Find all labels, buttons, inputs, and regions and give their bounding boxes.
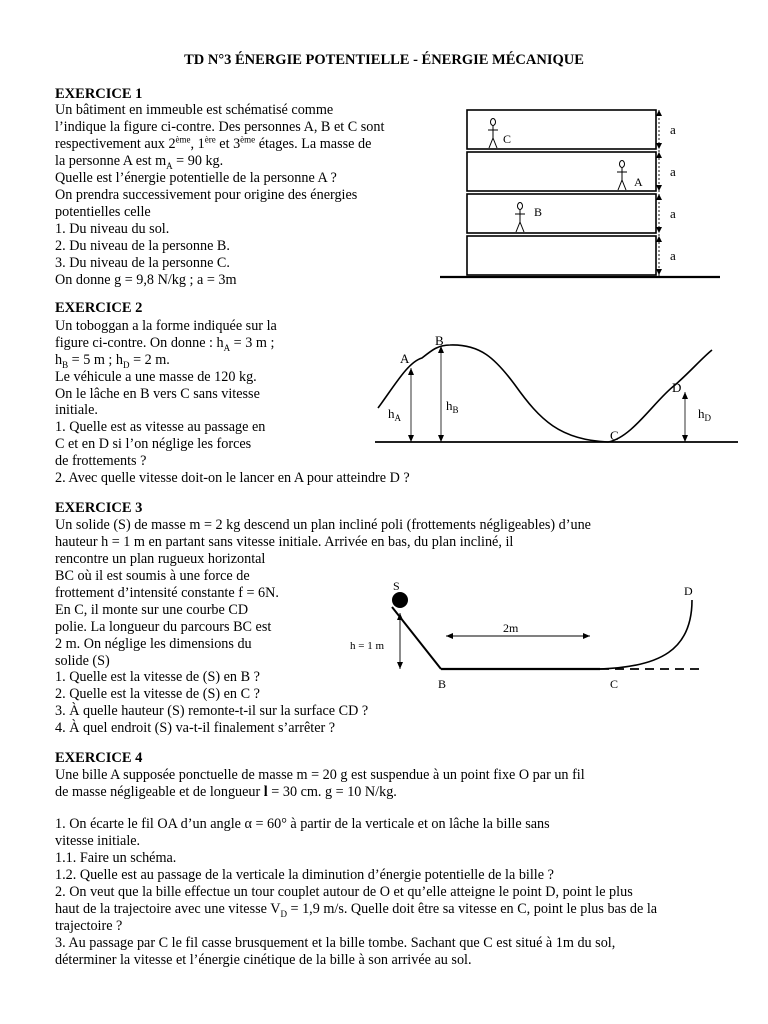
person-a-label: A xyxy=(634,175,643,189)
ex2-line: Le véhicule a une masse de 120 kg. xyxy=(55,369,257,385)
ex4-line: 1. On écarte le fil OA d’un angle α = 60° à partir de la verticale et on lâche la bille sans xyxy=(55,816,550,832)
person-c-icon xyxy=(488,119,498,149)
height-label: h = 1 m xyxy=(350,640,385,652)
ex3-line: En C, il monte sur une courbe CD xyxy=(55,602,249,618)
ex3-line: 3. À quelle hauteur (S) remonte-t-il sur la surface CD ? xyxy=(55,703,369,719)
height-a-label: $h_A$ xyxy=(388,406,401,423)
ex4-line: 1.1. Faire un schéma. xyxy=(55,850,177,866)
point-a-label: A xyxy=(400,351,410,366)
ex4-line: Une bille A supposée ponctuelle de masse m = 20 g est suspendue à un point fixe O par un fil xyxy=(55,767,585,783)
ex4-line: trajectoire ? xyxy=(55,918,123,934)
ex4-heading: EXERCICE 4 xyxy=(55,750,143,766)
point-c-label: C xyxy=(610,677,619,691)
ex2-line: $h_B = 5$ m ; $h_D = 2$ m. xyxy=(55,352,170,370)
dim-label-a: a xyxy=(670,248,676,263)
dim-label-a: a xyxy=(670,206,676,221)
ex2-line: initiale. xyxy=(55,402,98,418)
ex4-line: déterminer la vitesse et l’énergie cinétique de la bille à son arrivée au sol. xyxy=(55,952,472,968)
point-b-label: B xyxy=(438,677,447,691)
ex1-line: la personne A est $m_A = 90$ kg. xyxy=(55,153,224,171)
incline-figure xyxy=(340,575,720,690)
ex1-line: 2. Du niveau de la personne B. xyxy=(55,238,230,254)
ex2-line: C et en D si l’on néglige les forces xyxy=(55,436,252,452)
ex3-line: solide (S) xyxy=(55,653,110,669)
slide-figure xyxy=(370,330,745,455)
person-b-label: B xyxy=(534,205,543,219)
ex4-line: 3. Au passage par C le fil casse brusquement et la bille tombe. Sachant que C est situé à 1m du sol, xyxy=(55,935,616,951)
height-b-label: $h_B$ xyxy=(446,398,459,415)
ex2-line: 1. Quelle est as vitesse au passage en xyxy=(55,419,266,435)
ex1-line: potentielles celle xyxy=(55,204,151,220)
ex1-heading: EXERCICE 1 xyxy=(55,86,143,102)
building-figure xyxy=(430,100,730,290)
solid-s-label: S xyxy=(393,579,400,593)
ex4-line: 1.2. Quelle est au passage de la verticale la diminution d’énergie potentielle de la bille ? xyxy=(55,867,554,883)
solid-s-ball xyxy=(392,592,408,608)
ex4-line: 2. On veut que la bille effectue un tour couplet autour de O et qu’elle atteigne le point D, point le plus xyxy=(55,884,633,900)
ex1-line: Quelle est l’énergie potentielle de la personne A ? xyxy=(55,170,337,186)
slide-curve xyxy=(378,345,712,442)
ex2-line: figure ci-contre. On donne : $h_A = 3$ m ; xyxy=(55,335,275,353)
ex3-line: 2 m. On néglige les dimensions du xyxy=(55,636,252,652)
ex3-line: hauteur h = 1 m en partant sans vitesse initiale. Arrivée en bas, du plan incliné, il xyxy=(55,534,514,550)
ex3-line: frottement d’intensité constante f = 6N. xyxy=(55,585,279,601)
point-b-label: B xyxy=(435,333,444,348)
ex3-line: Un solide (S) de masse m = 2 kg descend un plan incliné poli (frottements négligeables) d’une xyxy=(55,517,591,533)
ex1-line: Un bâtiment en immeuble est schématisé comme xyxy=(55,102,334,118)
ex2-line: Un toboggan a la forme indiquée sur la xyxy=(55,318,277,334)
page-title: TD N°3 ÉNERGIE POTENTIELLE - ÉNERGIE MÉCANIQUE xyxy=(184,52,584,68)
person-b-icon xyxy=(515,203,525,233)
ex2-line: 2. Avec quelle vitesse doit-on le lancer en A pour atteindre D ? xyxy=(55,470,410,486)
ex2-line: On le lâche en B vers C sans vitesse xyxy=(55,386,260,402)
point-c-label: C xyxy=(610,428,619,443)
ex3-line: 1. Quelle est la vitesse de (S) en B ? xyxy=(55,669,260,685)
ex1-line: On donne g = 9,8 N/kg ; a = 3m xyxy=(55,272,237,288)
length-label: 2m xyxy=(503,621,519,635)
ex2-line: de frottements ? xyxy=(55,453,147,469)
ex4-line: de masse négligeable et de longueur l = 30 cm. g = 10 N/kg. xyxy=(55,784,397,800)
ex2-heading: EXERCICE 2 xyxy=(55,300,143,316)
ex1-line: 1. Du niveau du sol. xyxy=(55,221,170,237)
person-a-icon xyxy=(617,161,627,191)
ex3-heading: EXERCICE 3 xyxy=(55,500,143,516)
ex1-line: respectivement aux 2ème, 1ère et 3ème étages. La masse de xyxy=(55,134,372,152)
point-d-label: D xyxy=(672,380,682,395)
ex1-line: l’indique la figure ci-contre. Des personnes A, B et C sont xyxy=(55,119,385,135)
point-d-label: D xyxy=(684,584,693,598)
height-d-label: $h_D$ xyxy=(698,406,711,423)
ex3-line: 4. À quel endroit (S) va-t-il finalement s’arrêter ? xyxy=(55,720,336,736)
ex3-line: rencontre un plan rugueux horizontal xyxy=(55,551,266,567)
ex1-line: 3. Du niveau de la personne C. xyxy=(55,255,230,271)
person-c-label: C xyxy=(503,132,512,146)
ex3-line: BC où il est soumis à une force de xyxy=(55,568,250,584)
ex4-line: vitesse initiale. xyxy=(55,833,141,849)
ex4-line: haut de la trajectoire avec une vitesse $V_D = 1,9$ m/s. Quelle doit être sa vitesse en C, point le plus bas de la xyxy=(55,901,658,919)
ex3-line: polie. La longueur du parcours BC est xyxy=(55,619,272,635)
dim-label-a: a xyxy=(670,164,676,179)
ex1-line: On prendra successivement pour origine des énergies xyxy=(55,187,358,203)
dim-label-a: a xyxy=(670,122,676,137)
ex3-line: 2. Quelle est la vitesse de (S) en C ? xyxy=(55,686,260,702)
